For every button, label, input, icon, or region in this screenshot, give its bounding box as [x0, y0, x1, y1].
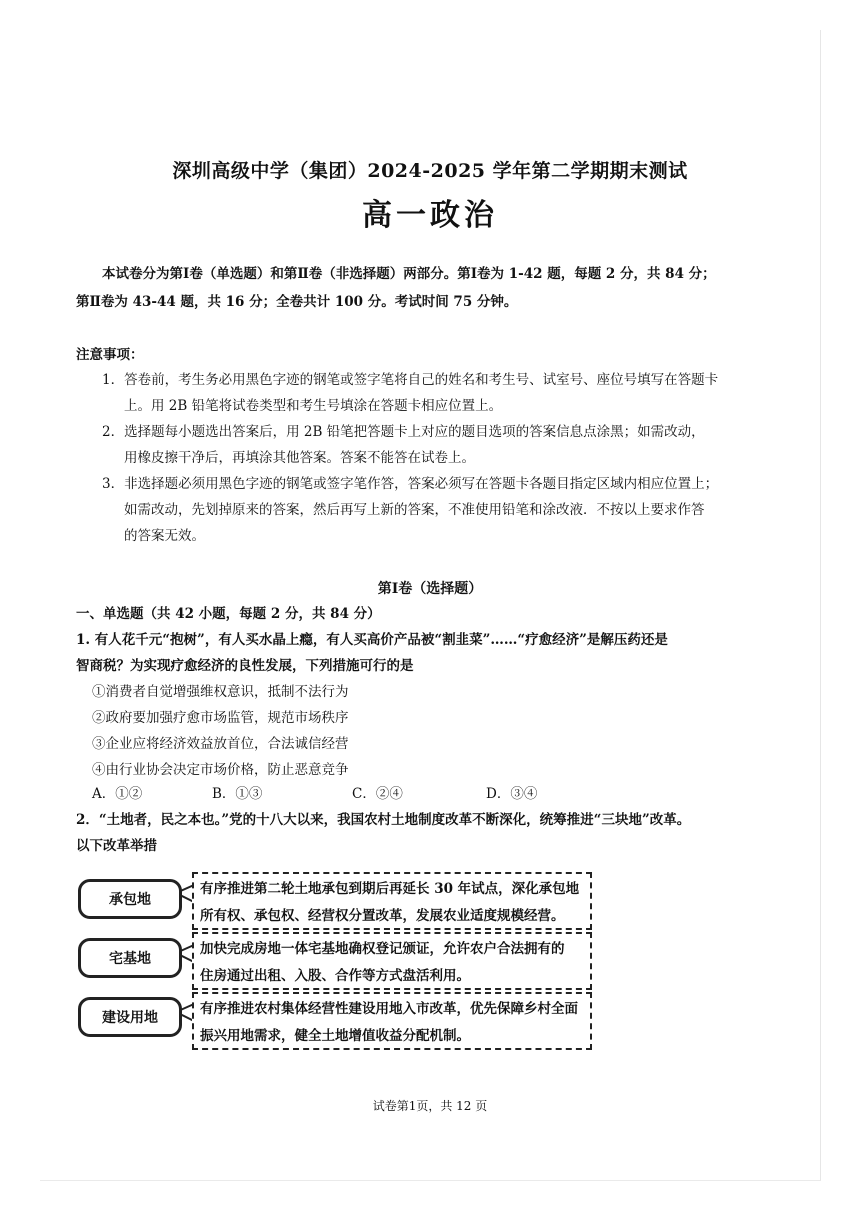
diagram-label-construction-land: 建设用地 [78, 997, 182, 1037]
diagram-text-contract-land-line-2: 所有权、承包权、经营权分置改革，发展农业适度规模经营。 [200, 908, 565, 924]
q1-item-1: ①消费者自觉增强维权意识，抵制不法行为 [92, 684, 349, 700]
diagram-text-construction-land-line-2: 振兴用地需求，健全土地增值收益分配机制。 [200, 1028, 470, 1044]
diagram-text-homestead-line-1: 加快完成房地一体宅基地确权登记颁证，允许农户合法拥有的 [200, 941, 565, 957]
q2-stem-line-1: 2．“土地者，民之本也。”党的十八大以来，我国农村土地制度改革不断深化，统筹推进“三块地”改革。 [76, 812, 691, 828]
q1-item-3: ③企业应将经济效益放首位，合法诚信经营 [92, 736, 349, 752]
note-1-line-2: 上。用 2B 铅笔将试卷类型和考生号填涂在答题卡相应位置上。 [124, 398, 503, 414]
subject-title: 高一政治 [362, 198, 498, 233]
note-1-line-1: 1．答卷前，考生务必用黑色字迹的钢笔或签字笔将自己的姓名和考生号、试室号、座位号填写在答题卡 [102, 372, 719, 388]
q1-option-b: B．①③ [212, 786, 263, 802]
diagram-box-construction-land [192, 992, 592, 1050]
note-2-line-1: 2．选择题每小题选出答案后，用 2B 铅笔把答题卡上对应的题目选项的答案信息点涂黑；如需改动， [102, 424, 705, 440]
q1-stem-line-2: 智商税？为实现疗愈经济的良性发展，下列措施可行的是 [76, 658, 414, 674]
intro-line-1: 本试卷分为第Ⅰ卷（单选题）和第Ⅱ卷（非选择题）两部分。第Ⅰ卷为 1-42 题，每题 2 分，共 84 分； [102, 266, 716, 282]
diagram-label-contract-land: 承包地 [78, 879, 182, 919]
note-2-line-2: 用橡皮擦干净后，再填涂其他答案。答案不能答在试卷上。 [124, 450, 475, 466]
q1-option-d: D．③④ [486, 786, 538, 802]
diagram-text-contract-land-line-1: 有序推进第二轮土地承包到期后再延长 30 年试点，深化承包地 [200, 881, 580, 897]
q1-option-c: C．②④ [352, 786, 403, 802]
diagram-text-construction-land-line-1: 有序推进农村集体经营性建设用地入市改革，优先保障乡村全面 [200, 1001, 578, 1017]
q2-stem-line-2: 以下改革举措 [76, 838, 157, 854]
exam-title: 深圳高级中学（集团）2024-2025 学年第二学期期末测试 [172, 160, 688, 182]
notes-heading: 注意事项： [76, 347, 144, 363]
part-heading: 一、单选题（共 42 小题，每题 2 分，共 84 分） [76, 606, 381, 622]
diagram-label-homestead: 宅基地 [78, 938, 182, 978]
page-footer: 试卷第1页，共 12 页 [372, 1099, 488, 1113]
diagram-box-homestead [192, 932, 592, 990]
intro-line-2: 第Ⅱ卷为 43-44 题，共 16 分；全卷共计 100 分。考试时间 75 分钟。 [76, 294, 518, 310]
q1-stem-line-1: 1. 有人花千元“抱树”，有人买水晶上瘾，有人买高价产品被“割韭菜”……“疗愈经济”是解压药还是 [76, 632, 668, 648]
section-title: 第Ⅰ卷（选择题） [377, 581, 483, 597]
note-3-line-2: 如需改动，先划掉原来的答案，然后再写上新的答案，不准使用铅笔和涂改液．不按以上要求作答 [124, 502, 705, 518]
note-3-line-3: 的答案无效。 [124, 528, 205, 544]
q1-item-2: ②政府要加强疗愈市场监管，规范市场秩序 [92, 710, 349, 726]
diagram-text-homestead-line-2: 住房通过出租、入股、合作等方式盘活利用。 [200, 968, 470, 984]
q1-option-a: A．①② [92, 786, 143, 802]
note-3-line-1: 3．非选择题必须用黑色字迹的钢笔或签字笔作答，答案必须写在答题卡各题目指定区域内相应位置上； [102, 476, 719, 492]
diagram-box-contract-land [192, 872, 592, 930]
q1-item-4: ④由行业协会决定市场价格，防止恶意竞争 [92, 762, 349, 778]
